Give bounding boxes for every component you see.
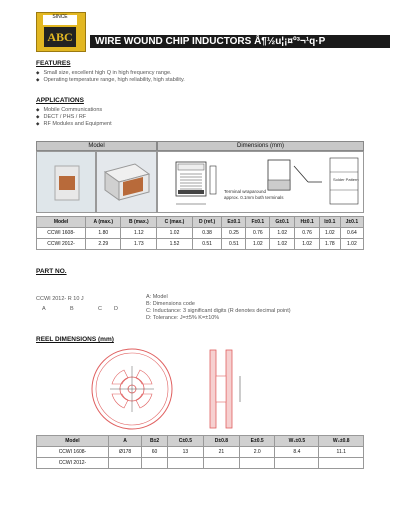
applications-item: ◆ DECT / PHS / RF <box>36 114 86 120</box>
table-cell: Ø178 <box>108 447 141 458</box>
terminal-note: Terminal wraparound <box>224 189 267 194</box>
table-header: E±0.1 <box>222 217 246 228</box>
table-cell <box>108 458 141 469</box>
part-legend-item: D: Tolerance: J=±5% K=±10% <box>146 315 220 321</box>
reel-heading: REEL DIMENSIONS (mm) <box>36 336 114 343</box>
table-cell: 1.02 <box>295 239 320 250</box>
table-header: H±0.1 <box>295 217 320 228</box>
table-cell: 0.76 <box>246 228 270 239</box>
table-cell: 60 <box>142 447 168 458</box>
table-header: B (max.) <box>121 217 157 228</box>
table-cell: 0.38 <box>192 228 221 239</box>
dimensions-column-header: Dimensions (mm) <box>157 141 364 151</box>
part-no-heading: PART NO. <box>36 268 67 275</box>
part-letter-c: C <box>98 306 102 312</box>
table-header-row <box>37 436 364 447</box>
company-logo <box>36 12 86 52</box>
model-column-header: Model <box>36 141 157 151</box>
table-cell: 1.02 <box>340 239 363 250</box>
logo-tag: SINCE <box>43 15 77 25</box>
table-header: D±0.8 <box>203 436 239 447</box>
terminal-note-2: approx. 0.1mm both terminals <box>224 195 284 200</box>
table-header: A (max.) <box>86 217 121 228</box>
logo-mark: ABC <box>44 27 76 47</box>
features-heading: FEATURES <box>36 60 71 67</box>
table-header: A <box>108 436 141 447</box>
table-cell: 1.02 <box>270 239 295 250</box>
table-header: D (ref.) <box>192 217 221 228</box>
applications-item: ◆ RF Modules and Equipment <box>36 121 112 127</box>
table-cell: 1.02 <box>157 228 193 239</box>
table-header: E±0.5 <box>239 436 274 447</box>
features-item: ◆ Small size, excellent high Q in high frequency range. <box>36 70 172 76</box>
applications-item: ◆ Mobile Communications <box>36 107 102 113</box>
table-header: B±2 <box>142 436 168 447</box>
part-legend-item: C: Inductance: 3 significant digits (R denotes decimal point) <box>146 308 291 314</box>
dimension-table <box>36 216 364 250</box>
table-header: Model <box>37 436 109 447</box>
table-cell: 21 <box>203 447 239 458</box>
table-cell: 1.73 <box>121 239 157 250</box>
part-legend-item: B: Dimensions code <box>146 301 195 307</box>
table-cell: 2.29 <box>86 239 121 250</box>
table-cell: 0.51 <box>192 239 221 250</box>
table-header: Model <box>37 217 86 228</box>
table-cell: 1.02 <box>319 228 340 239</box>
table-header: W₁±0.5 <box>275 436 319 447</box>
solder-pattern-label: Solder Pattern <box>333 177 359 182</box>
table-cell: CCWI 2012- <box>37 239 86 250</box>
table-row <box>37 239 364 250</box>
chip-inductor-image <box>37 152 95 212</box>
table-cell: 1.02 <box>246 239 270 250</box>
table-cell: 8.4 <box>275 447 319 458</box>
reel-table <box>36 435 364 469</box>
table-cell: 1.78 <box>319 239 340 250</box>
table-header: F±0.1 <box>246 217 270 228</box>
chip-inductor-image <box>97 152 156 212</box>
table-cell: 0.76 <box>295 228 320 239</box>
table-cell: 0.25 <box>222 228 246 239</box>
table-cell: 2.0 <box>239 447 274 458</box>
part-legend-item: A: Model <box>146 294 168 300</box>
part-letter-a: A <box>42 306 46 312</box>
features-item: ◆ Operating temperature range, high reliability, high stability. <box>36 77 185 83</box>
table-cell: 1.02 <box>270 228 295 239</box>
reel-drawing <box>90 346 270 432</box>
table-header: C±0.5 <box>167 436 203 447</box>
table-cell: CCWI 2012- <box>37 458 109 469</box>
part-code: CCWI 2012- R 10 J <box>36 296 84 302</box>
chip-photo-2 <box>96 151 157 213</box>
table-header: I±0.1 <box>319 217 340 228</box>
table-cell <box>203 458 239 469</box>
table-header: W₂±0.8 <box>319 436 364 447</box>
dimension-drawing-svg <box>158 152 363 212</box>
table-header-row <box>37 217 364 228</box>
table-cell: 1.80 <box>86 228 121 239</box>
table-header: J±0.1 <box>340 217 363 228</box>
chip-photo-1 <box>36 151 96 213</box>
table-row <box>37 228 364 239</box>
table-cell: 0.51 <box>222 239 246 250</box>
applications-heading: APPLICATIONS <box>36 97 84 104</box>
table-cell: 13 <box>167 447 203 458</box>
table-cell <box>319 458 364 469</box>
part-letter-d: D <box>114 306 118 312</box>
dimension-drawing <box>157 151 364 213</box>
part-letter-b: B <box>70 306 74 312</box>
table-cell <box>239 458 274 469</box>
table-cell <box>275 458 319 469</box>
table-header: C (max.) <box>157 217 193 228</box>
table-cell <box>142 458 168 469</box>
table-row <box>37 447 364 458</box>
table-cell: 1.52 <box>157 239 193 250</box>
table-cell <box>167 458 203 469</box>
table-cell: 0.64 <box>340 228 363 239</box>
table-row <box>37 458 364 469</box>
page-title: WIRE WOUND CHIP INDUCTORS Å¶½u¦¡¤º³¬¹q·P <box>90 35 390 48</box>
table-cell: CCWI 1608- <box>37 447 109 458</box>
table-header: G±0.1 <box>270 217 295 228</box>
table-cell: 11.1 <box>319 447 364 458</box>
table-cell: 1.12 <box>121 228 157 239</box>
table-cell: CCWI 1608- <box>37 228 86 239</box>
